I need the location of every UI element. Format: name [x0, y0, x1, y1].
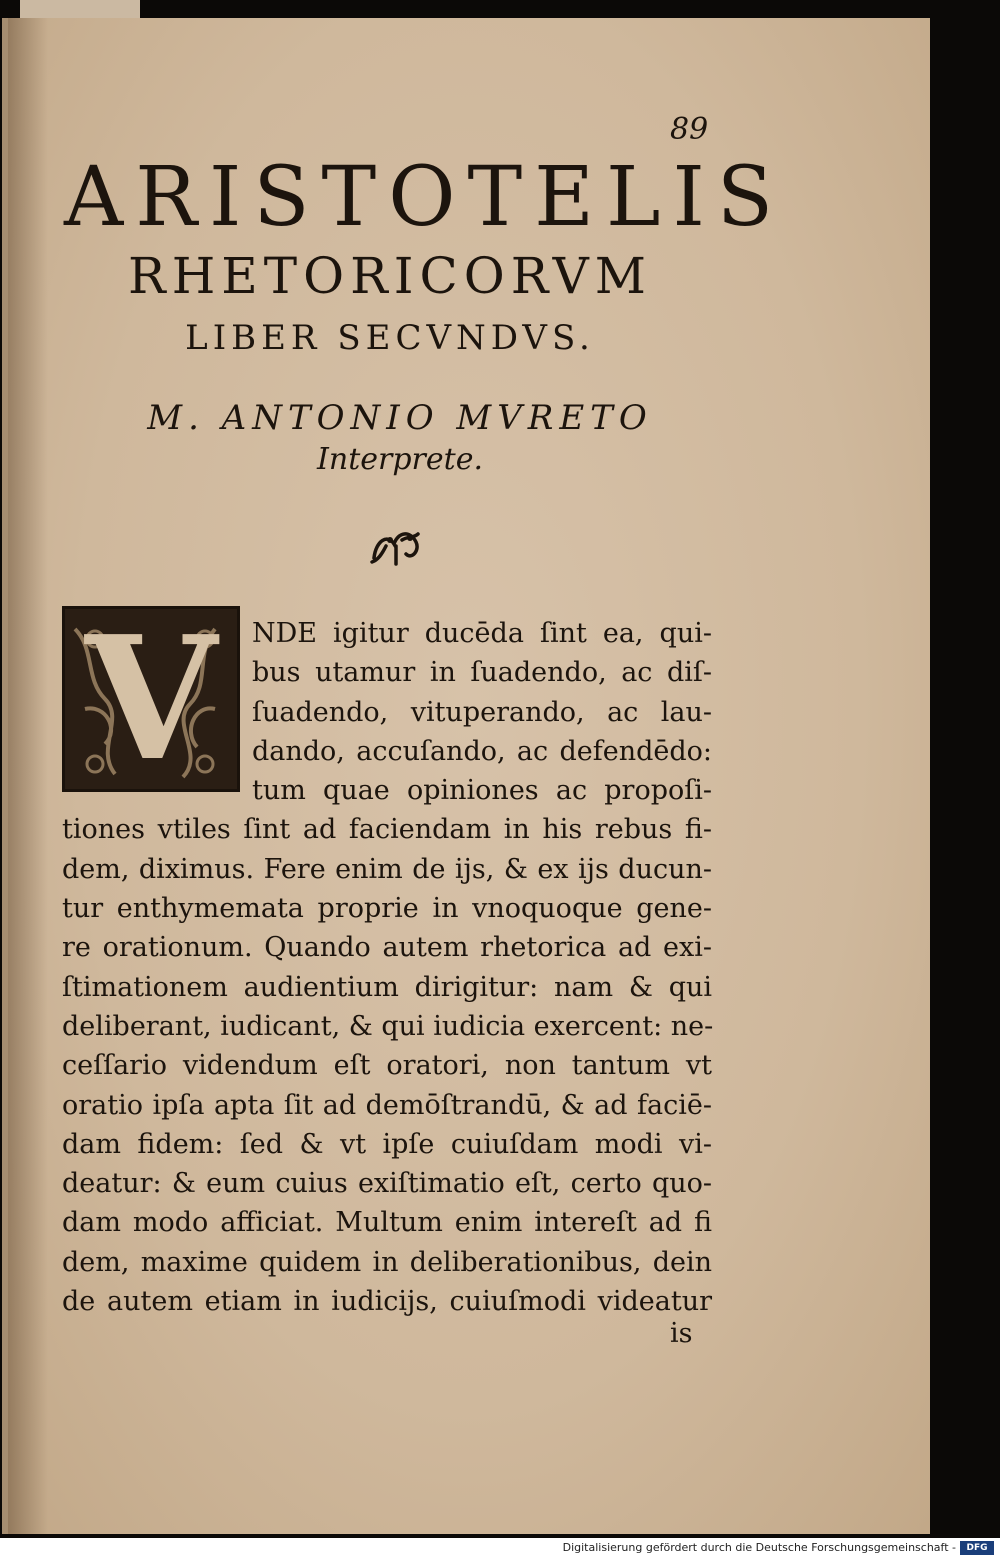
text-line: oratio ipſa apta ſit ad demōſtrandū, & ad faciē-	[62, 1089, 712, 1121]
text-line: de autem etiam in iudicijs, cuiuſmodi videatur	[62, 1286, 712, 1318]
fleuron-ornament-icon	[366, 520, 426, 570]
text-line: dam modo afficiat. Multum enim intereſt ad fi	[62, 1207, 712, 1239]
text-line: deliberant, iudicant, & qui iudicia exercent: ne-	[62, 1010, 714, 1042]
interpreter-role: Interprete.	[317, 442, 483, 477]
text-line: tum quae opiniones ac propoſi-	[252, 775, 712, 807]
text-line: dando, accuſando, ac defendēdo:	[252, 735, 712, 767]
page-number: 89	[670, 112, 709, 147]
text-line: NDE igitur ducēda ſint ea, qui-	[252, 618, 712, 649]
footer-bar	[0, 1538, 1000, 1559]
funding-credit: Digitalisierung gefördert durch die Deutsche Forschungsgemeinschaft -	[562, 1541, 956, 1554]
text-line: dem, maxime quidem in deliberationibus, dein	[62, 1246, 712, 1278]
gutter-shadow	[8, 18, 48, 1534]
text-line: tiones vtiles ſint ad faciendam in his rebus fi-	[62, 814, 712, 846]
text-line: re orationum. Quando autem rhetorica ad exi-	[62, 932, 712, 964]
text-line: ſuadendo, vituperando, ac lau-	[252, 696, 712, 728]
body-text	[62, 614, 712, 1321]
text-line: tur enthymemata proprie in vnoquoque gene-	[62, 893, 712, 925]
title-book: LIBER SECVNDVS.	[185, 318, 595, 358]
title-author: ARISTOTELIS	[64, 150, 786, 245]
dfg-logo: DFG	[960, 1541, 994, 1555]
text-line: deatur: & eum cuius exiſtimatio eſt, certo quo-	[62, 1168, 712, 1200]
text-line: dem, diximus. Fere enim de ijs, & ex ijs ducun-	[62, 853, 712, 885]
page-edge	[20, 0, 140, 18]
text-line: bus utamur in ſuadendo, ac diſ-	[252, 657, 712, 689]
text-line: ceſſario videndum eſt oratori, non tantum vt	[62, 1050, 712, 1082]
initial-letter: V	[85, 606, 217, 792]
text-line: ſtimationem audientium dirigitur: nam & qui	[62, 971, 712, 1003]
text-line: dam fidem: ſed & vt ipſe cuiuſdam modi vi-	[62, 1128, 712, 1160]
interpreter-name: M. ANTONIO MVRETO	[147, 398, 653, 438]
title-work: RHETORICORVM	[128, 247, 652, 305]
catchword: is	[670, 1318, 693, 1349]
